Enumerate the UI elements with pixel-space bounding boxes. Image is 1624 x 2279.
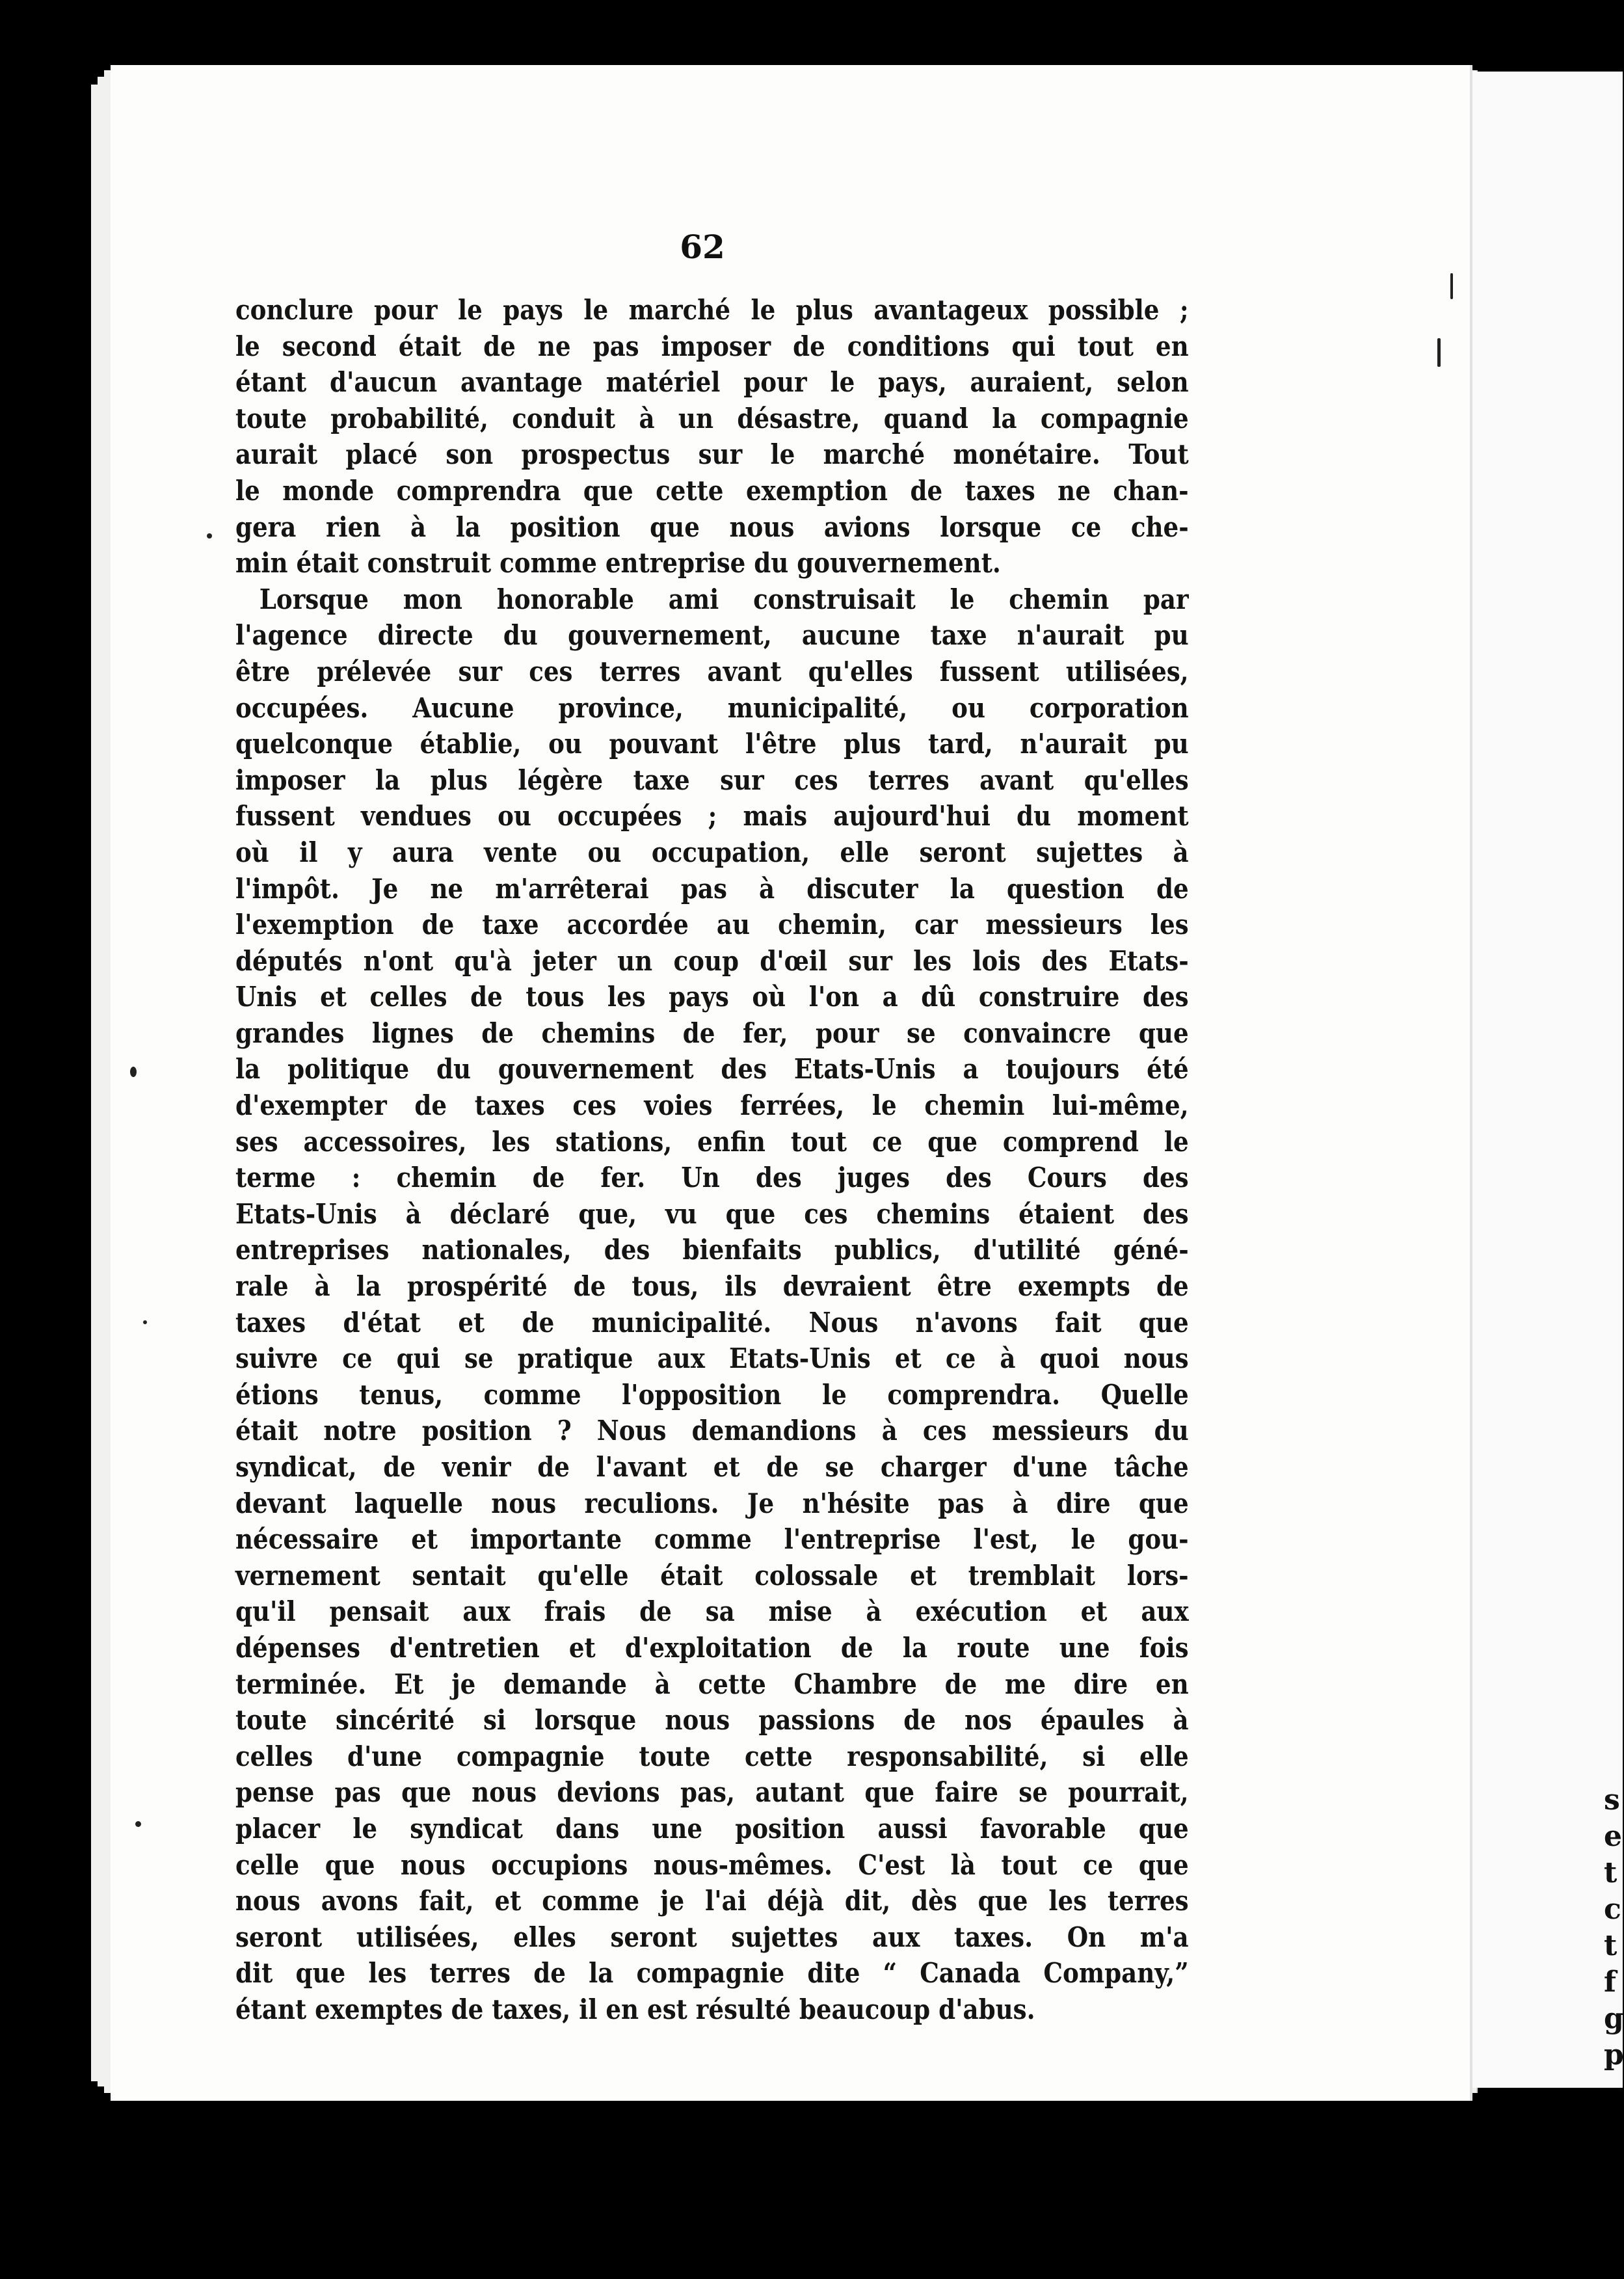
text-line: aurait placé son prospectus sur le marché monétaire. Tout <box>235 438 1189 472</box>
text-line: imposer la plus légère taxe sur ces terres avant qu'elles <box>235 764 1189 797</box>
text-line: d'exempter de taxes ces voies ferrées, le chemin lui-même, <box>235 1089 1189 1123</box>
text-line: étant d'aucun avantage matériel pour le pays, auraient, selon <box>235 366 1189 399</box>
text-line: quelconque établie, ou pouvant l'être plus tard, n'aurait pu <box>235 728 1189 761</box>
text-line: syndicat, de venir de l'avant et de se charger d'une tâche <box>235 1451 1189 1484</box>
text-line: suivre ce qui se pratique aux Etats-Unis et ce à quoi nous <box>235 1342 1189 1376</box>
facing-page <box>1463 72 1623 2088</box>
facing-page-edge-letters <box>1604 1782 1624 2073</box>
body-text <box>235 293 1189 2029</box>
text-line: où il y aura vente ou occupation, elle seront sujettes à <box>235 836 1189 869</box>
text-line: rale à la prospérité de tous, ils devraient être exempts de <box>235 1270 1189 1303</box>
text-line: qu'il pensait aux frais de sa mise à exécution et aux <box>235 1595 1189 1629</box>
edge-letter: t <box>1604 1929 1617 1962</box>
text-line: min était construit comme entreprise du gouvernement. <box>235 547 1001 580</box>
text-line: nous avons fait, et comme je l'ai déjà dit, dès que les terres <box>235 1885 1189 1918</box>
text-line: la politique du gouvernement des Etats-Unis a toujours été <box>235 1053 1189 1086</box>
text-line: toute probabilité, conduit à un désastre, quand la compagnie <box>235 402 1189 435</box>
text-line: terme : chemin de fer. Un des juges des Cours des <box>235 1162 1189 1195</box>
edge-letter: g <box>1604 2002 1624 2035</box>
edge-letter: f <box>1604 1966 1616 1999</box>
text-line: pense pas que nous devions pas, autant que faire se pourrait, <box>235 1776 1189 1809</box>
text-line: étions tenus, comme l'opposition le comprendra. Quelle <box>235 1378 1189 1411</box>
edge-letter: e <box>1604 1820 1622 1853</box>
text-line: l'impôt. Je ne m'arrêterai pas à discuter la question de <box>235 872 1189 905</box>
scan-speck <box>130 1067 137 1077</box>
text-line: gera rien à la position que nous avions lorsque ce che- <box>235 511 1189 544</box>
text-line: fussent vendues ou occupées ; mais aujourd'hui du moment <box>235 800 1189 833</box>
edge-letter: s <box>1604 1783 1620 1817</box>
text-line: Lorsque mon honorable ami construisait le chemin par <box>259 583 1189 616</box>
text-line: était notre position ? Nous demandions à ces messieurs du <box>235 1415 1189 1448</box>
scan-speck <box>1450 273 1453 299</box>
text-line: grandes lignes de chemins de fer, pour se convaincre que <box>235 1017 1189 1050</box>
edge-letter: p <box>1604 2038 1624 2072</box>
page-number: 62 <box>680 228 725 266</box>
text-line: le second était de ne pas imposer de conditions qui tout en <box>235 330 1189 363</box>
scan-speck <box>1437 338 1441 367</box>
text-line: le monde comprendra que cette exemption de taxes ne chan- <box>235 474 1189 507</box>
text-line: députés n'ont qu'à jeter un coup d'œil sur les lois des Etats- <box>235 944 1189 978</box>
text-line: l'exemption de taxe accordée au chemin, car messieurs les <box>235 909 1189 942</box>
text-line: dépenses d'entretien et d'exploitation de la route une fois <box>235 1631 1189 1664</box>
text-line: seront utilisées, elles seront sujettes aux taxes. On m'a <box>235 1921 1189 1954</box>
text-line: être prélevée sur ces terres avant qu'elles fussent utilisées, <box>235 655 1189 688</box>
text-line: devant laquelle nous reculions. Je n'hésite pas à dire que <box>235 1487 1189 1520</box>
text-line: terminée. Et je demande à cette Chambre de me dire en <box>235 1668 1189 1701</box>
text-line: vernement sentait qu'elle était colossale et tremblait lors- <box>235 1559 1189 1592</box>
text-line: conclure pour le pays le marché le plus avantageux possible ; <box>235 294 1189 327</box>
text-line: celle que nous occupions nous-mêmes. C'est là tout ce que <box>235 1848 1189 1882</box>
text-line: entreprises nationales, des bienfaits publics, d'utilité géné- <box>235 1234 1189 1267</box>
scan-speck <box>207 533 212 539</box>
text-line: étant exemptes de taxes, il en est résulté beaucoup d'abus. <box>235 1993 1035 2026</box>
scan-speck <box>135 1821 141 1827</box>
text-line: celles d'une compagnie toute cette responsabilité, si elle <box>235 1740 1189 1773</box>
text-line: ses accessoires, les stations, enfin tout ce que comprend le <box>235 1125 1189 1158</box>
text-line: placer le syndicat dans une position aussi favorable que <box>235 1812 1189 1845</box>
text-line: taxes d'état et de municipalité. Nous n'avons fait que <box>235 1306 1189 1339</box>
text-line: Unis et celles de tous les pays où l'on a dû construire des <box>235 981 1189 1014</box>
text-line: toute sincérité si lorsque nous passions de nos épaules à <box>235 1704 1189 1737</box>
scan-speck <box>143 1320 147 1324</box>
edge-letter: c <box>1604 1893 1621 1926</box>
text-line: l'agence directe du gouvernement, aucune taxe n'aurait pu <box>235 619 1189 652</box>
text-line: occupées. Aucune province, municipalité, ou corporation <box>235 691 1189 725</box>
text-line: Etats-Unis à déclaré que, vu que ces chemins étaient des <box>235 1197 1189 1231</box>
text-line: nécessaire et importante comme l'entreprise l'est, le gou- <box>235 1523 1189 1556</box>
text-line: dit que les terres de la compagnie dite “ Canada Company,” <box>235 1957 1189 1990</box>
edge-letter: t <box>1604 1856 1617 1889</box>
book-page <box>111 65 1470 2101</box>
